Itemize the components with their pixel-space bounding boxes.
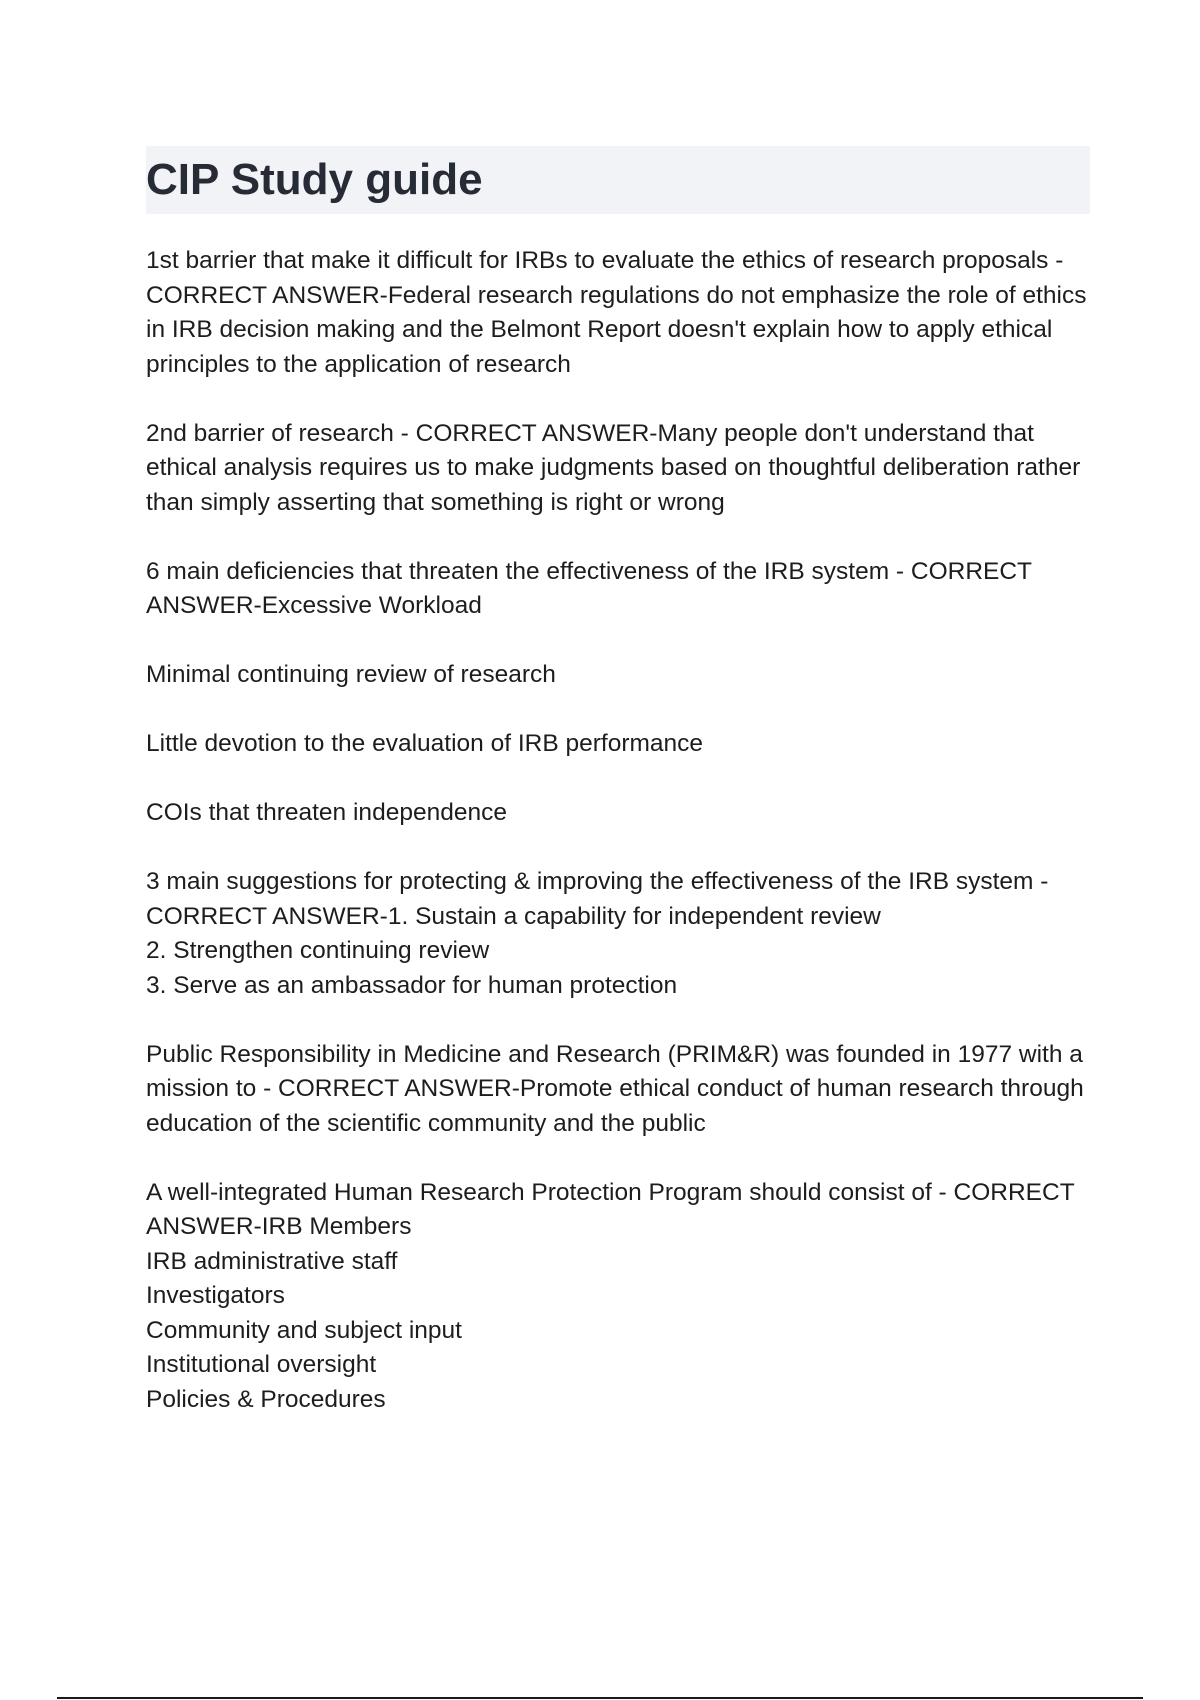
- study-guide-content: [146, 244, 1096, 1417]
- qa-item: 1st barrier that make it difficult for IRBs to evaluate the ethics of research proposals - CORRECT ANSWER-Federal research regulations do not emphasize the role of ethics in IRB decision making and the Belmont Report doesn't explain how to apply ethical principles to the application of research: [146, 247, 1087, 378]
- qa-item: Public Responsibility in Medicine and Research (PRIM&R) was founded in 1977 with a mission to - CORRECT ANSWER-Promote ethical conduct of human research through education of the scientific community and the public: [146, 1040, 1084, 1137]
- qa-item: 3 main suggestions for protecting & improving the effectiveness of the IRB system - CORRECT ANSWER-1. Sustain a capability for independent review 2. Strengthen continuing review 3. Serve as an ambassador for human protection: [146, 868, 1049, 999]
- title-banner: [146, 146, 1090, 214]
- qa-item: 6 main deficiencies that threaten the effectiveness of the IRB system - CORRECT ANSWER-Excessive Workload: [146, 557, 1032, 619]
- footer-divider: [57, 1697, 1143, 1699]
- qa-item: Minimal continuing review of research: [146, 661, 556, 688]
- page-title: CIP Study guide: [146, 155, 483, 204]
- qa-item: COIs that threaten independence: [146, 799, 507, 826]
- qa-item: Little devotion to the evaluation of IRB performance: [146, 730, 704, 757]
- qa-item: 2nd barrier of research - CORRECT ANSWER-Many people don't understand that ethical analysis requires us to make judgments based on thoughtful deliberation rather than simply asserting that something is right or wrong: [146, 419, 1081, 516]
- qa-item: A well-integrated Human Research Protection Program should consist of - CORRECT ANSWER-IRB Members IRB administrative staff Investigators Community and subject input Institutional oversight Policies & Procedures: [146, 1178, 1075, 1413]
